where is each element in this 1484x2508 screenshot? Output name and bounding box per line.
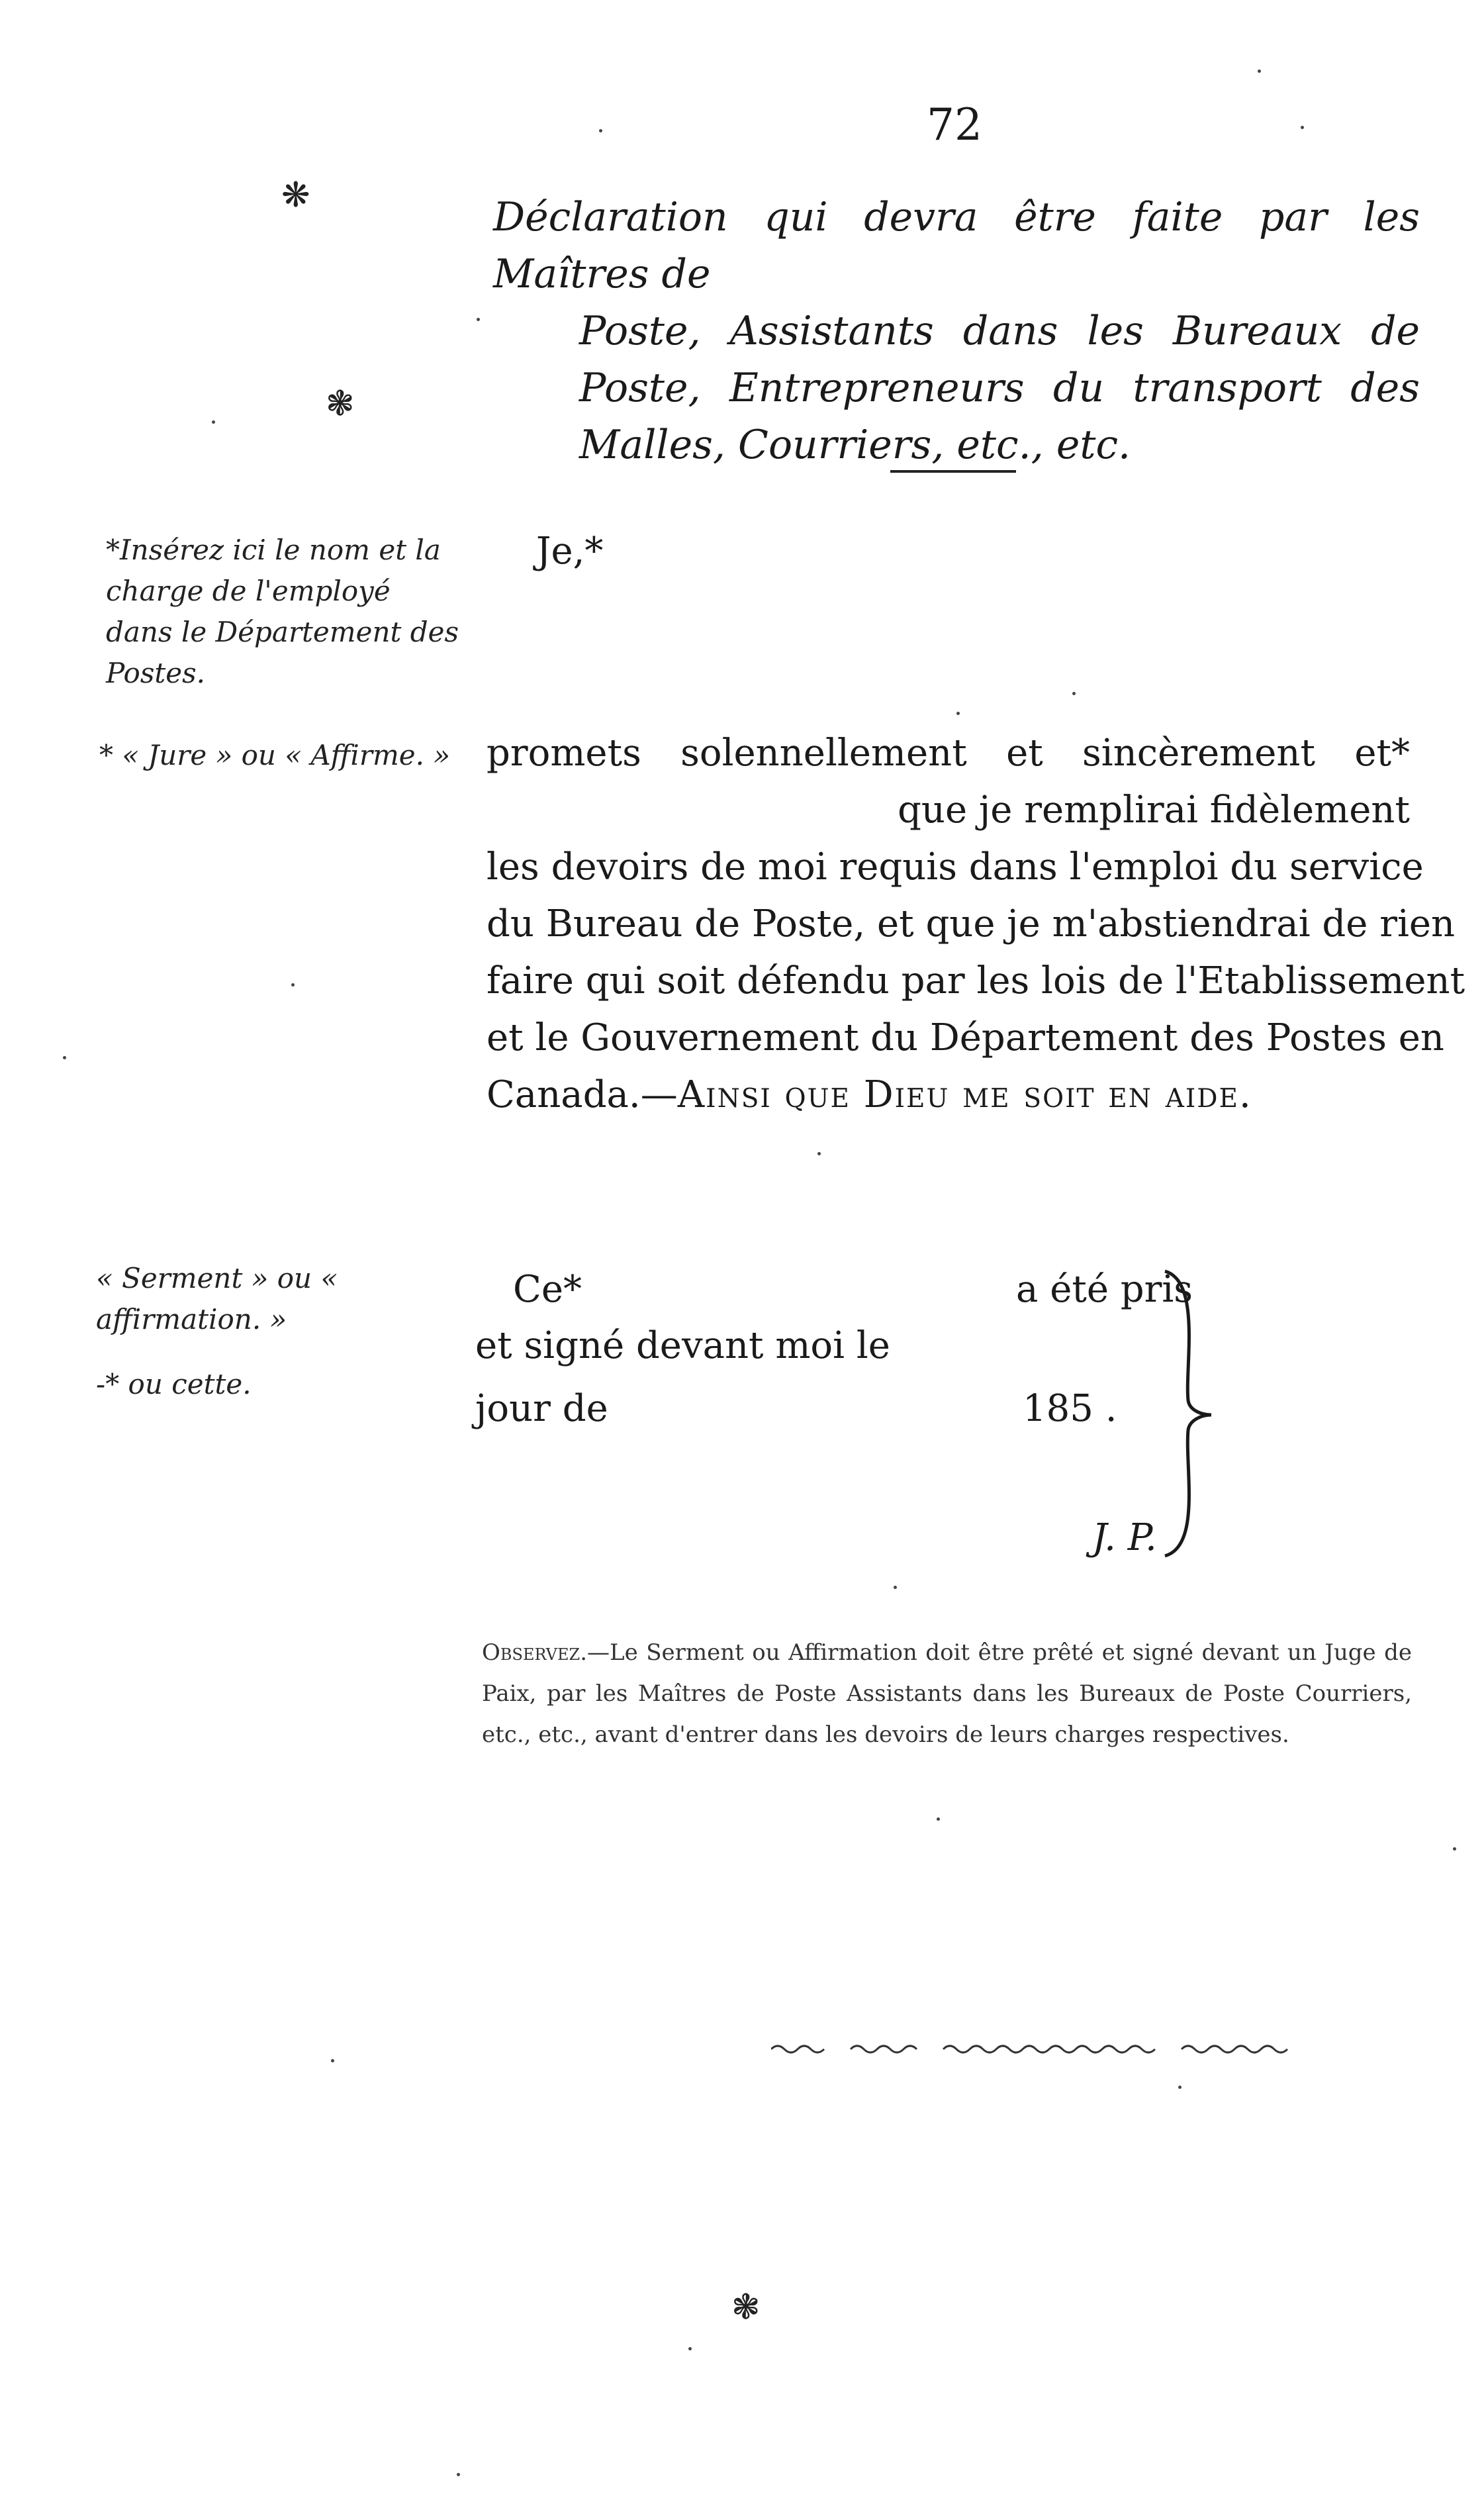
paper-speck: [599, 129, 602, 132]
margin-note-jure-affirme: * « Jure » ou « Affirme. »: [99, 739, 451, 771]
declaration-paragraph: [487, 725, 1465, 1124]
observation-text: —Le Serment ou Affirmation doit être prêté et signé devant un Juge de Paix, par les Maîtres de Poste Assistants dans les Bureaux de Poste Courriers, etc., etc., avant d'entrer dans les devoirs de leurs charges respectives.: [482, 1639, 1412, 1748]
separator-rule: [890, 470, 1016, 473]
paper-speck: [1178, 2086, 1182, 2089]
declaration-heading: [493, 189, 1420, 473]
heading-line-1: Déclaration qui devra être faite par les Maîtres de: [493, 194, 1420, 297]
closing-start: Canada.—: [487, 1073, 678, 1116]
declaration-line: faire qui soit défendu par les lois de l'Etablissement: [487, 959, 1465, 1002]
heading-rest: Poste, Assistants dans les Bureaux de Poste, Entrepreneurs du transport des Malles, Courriers, etc., etc.: [579, 308, 1420, 468]
observation-note: [482, 1632, 1412, 1755]
paper-speck: [212, 420, 215, 424]
observation-lead: Observez.: [482, 1639, 588, 1666]
printer-ornament-icon: ❃: [731, 2288, 761, 2327]
margin-note-insert-name: *Insérez ici le nom et la charge de l'employé dans le Département des Postes.: [106, 534, 459, 689]
paper-speck: [291, 983, 295, 987]
declaration-line: que je remplirai fidèlement: [898, 789, 1410, 832]
paper-speck: [817, 1152, 821, 1155]
oath-et-signe: et signé devant moi le: [475, 1324, 890, 1367]
justice-of-peace-signature: J. P.: [1092, 1516, 1157, 1559]
paper-speck: [956, 712, 960, 715]
paper-speck: [457, 2473, 460, 2476]
oath-jour-de: jour de: [475, 1387, 608, 1430]
paper-speck: [1258, 70, 1261, 73]
declaration-je: Je,*: [536, 530, 604, 573]
margin-note-ou-cette: -* ou cette.: [96, 1368, 252, 1400]
closing-invocation: Ainsi que Dieu me soit en aide.: [677, 1073, 1252, 1116]
declaration-closing-line: [487, 1067, 1410, 1124]
declaration-line: promets solennellement et sincèrement et*: [487, 732, 1410, 775]
oath-a-ete-pris: a été pris: [1016, 1268, 1193, 1311]
paper-speck: [937, 1817, 940, 1821]
right-brace-icon: [1162, 1268, 1215, 1559]
paper-speck: [1453, 1847, 1456, 1851]
declaration-line: du Bureau de Poste, et que je m'abstiendrai de rien: [487, 902, 1456, 945]
oath-year: 185 .: [1023, 1387, 1117, 1430]
margin-note-serment: « Serment » ou « affirmation. »: [96, 1262, 338, 1335]
declaration-line: les devoirs de moi requis dans l'emploi du service: [487, 845, 1424, 889]
printer-ornament-icon: ❋: [281, 175, 310, 215]
oath-ce: Ce*: [513, 1268, 582, 1311]
paper-speck: [63, 1056, 66, 1059]
paper-speck: [894, 1586, 897, 1589]
printer-ornament-icon: ❃: [326, 384, 355, 424]
paper-speck: [688, 2347, 692, 2350]
paper-speck: [1072, 692, 1076, 695]
declaration-line: et le Gouvernement du Département des Postes en: [487, 1016, 1444, 1059]
paper-speck: [331, 2059, 334, 2062]
paper-speck: [1301, 126, 1304, 129]
page-number: 72: [927, 99, 982, 150]
wavy-rule-ornament: [771, 2036, 1294, 2062]
paper-speck: [477, 318, 480, 321]
